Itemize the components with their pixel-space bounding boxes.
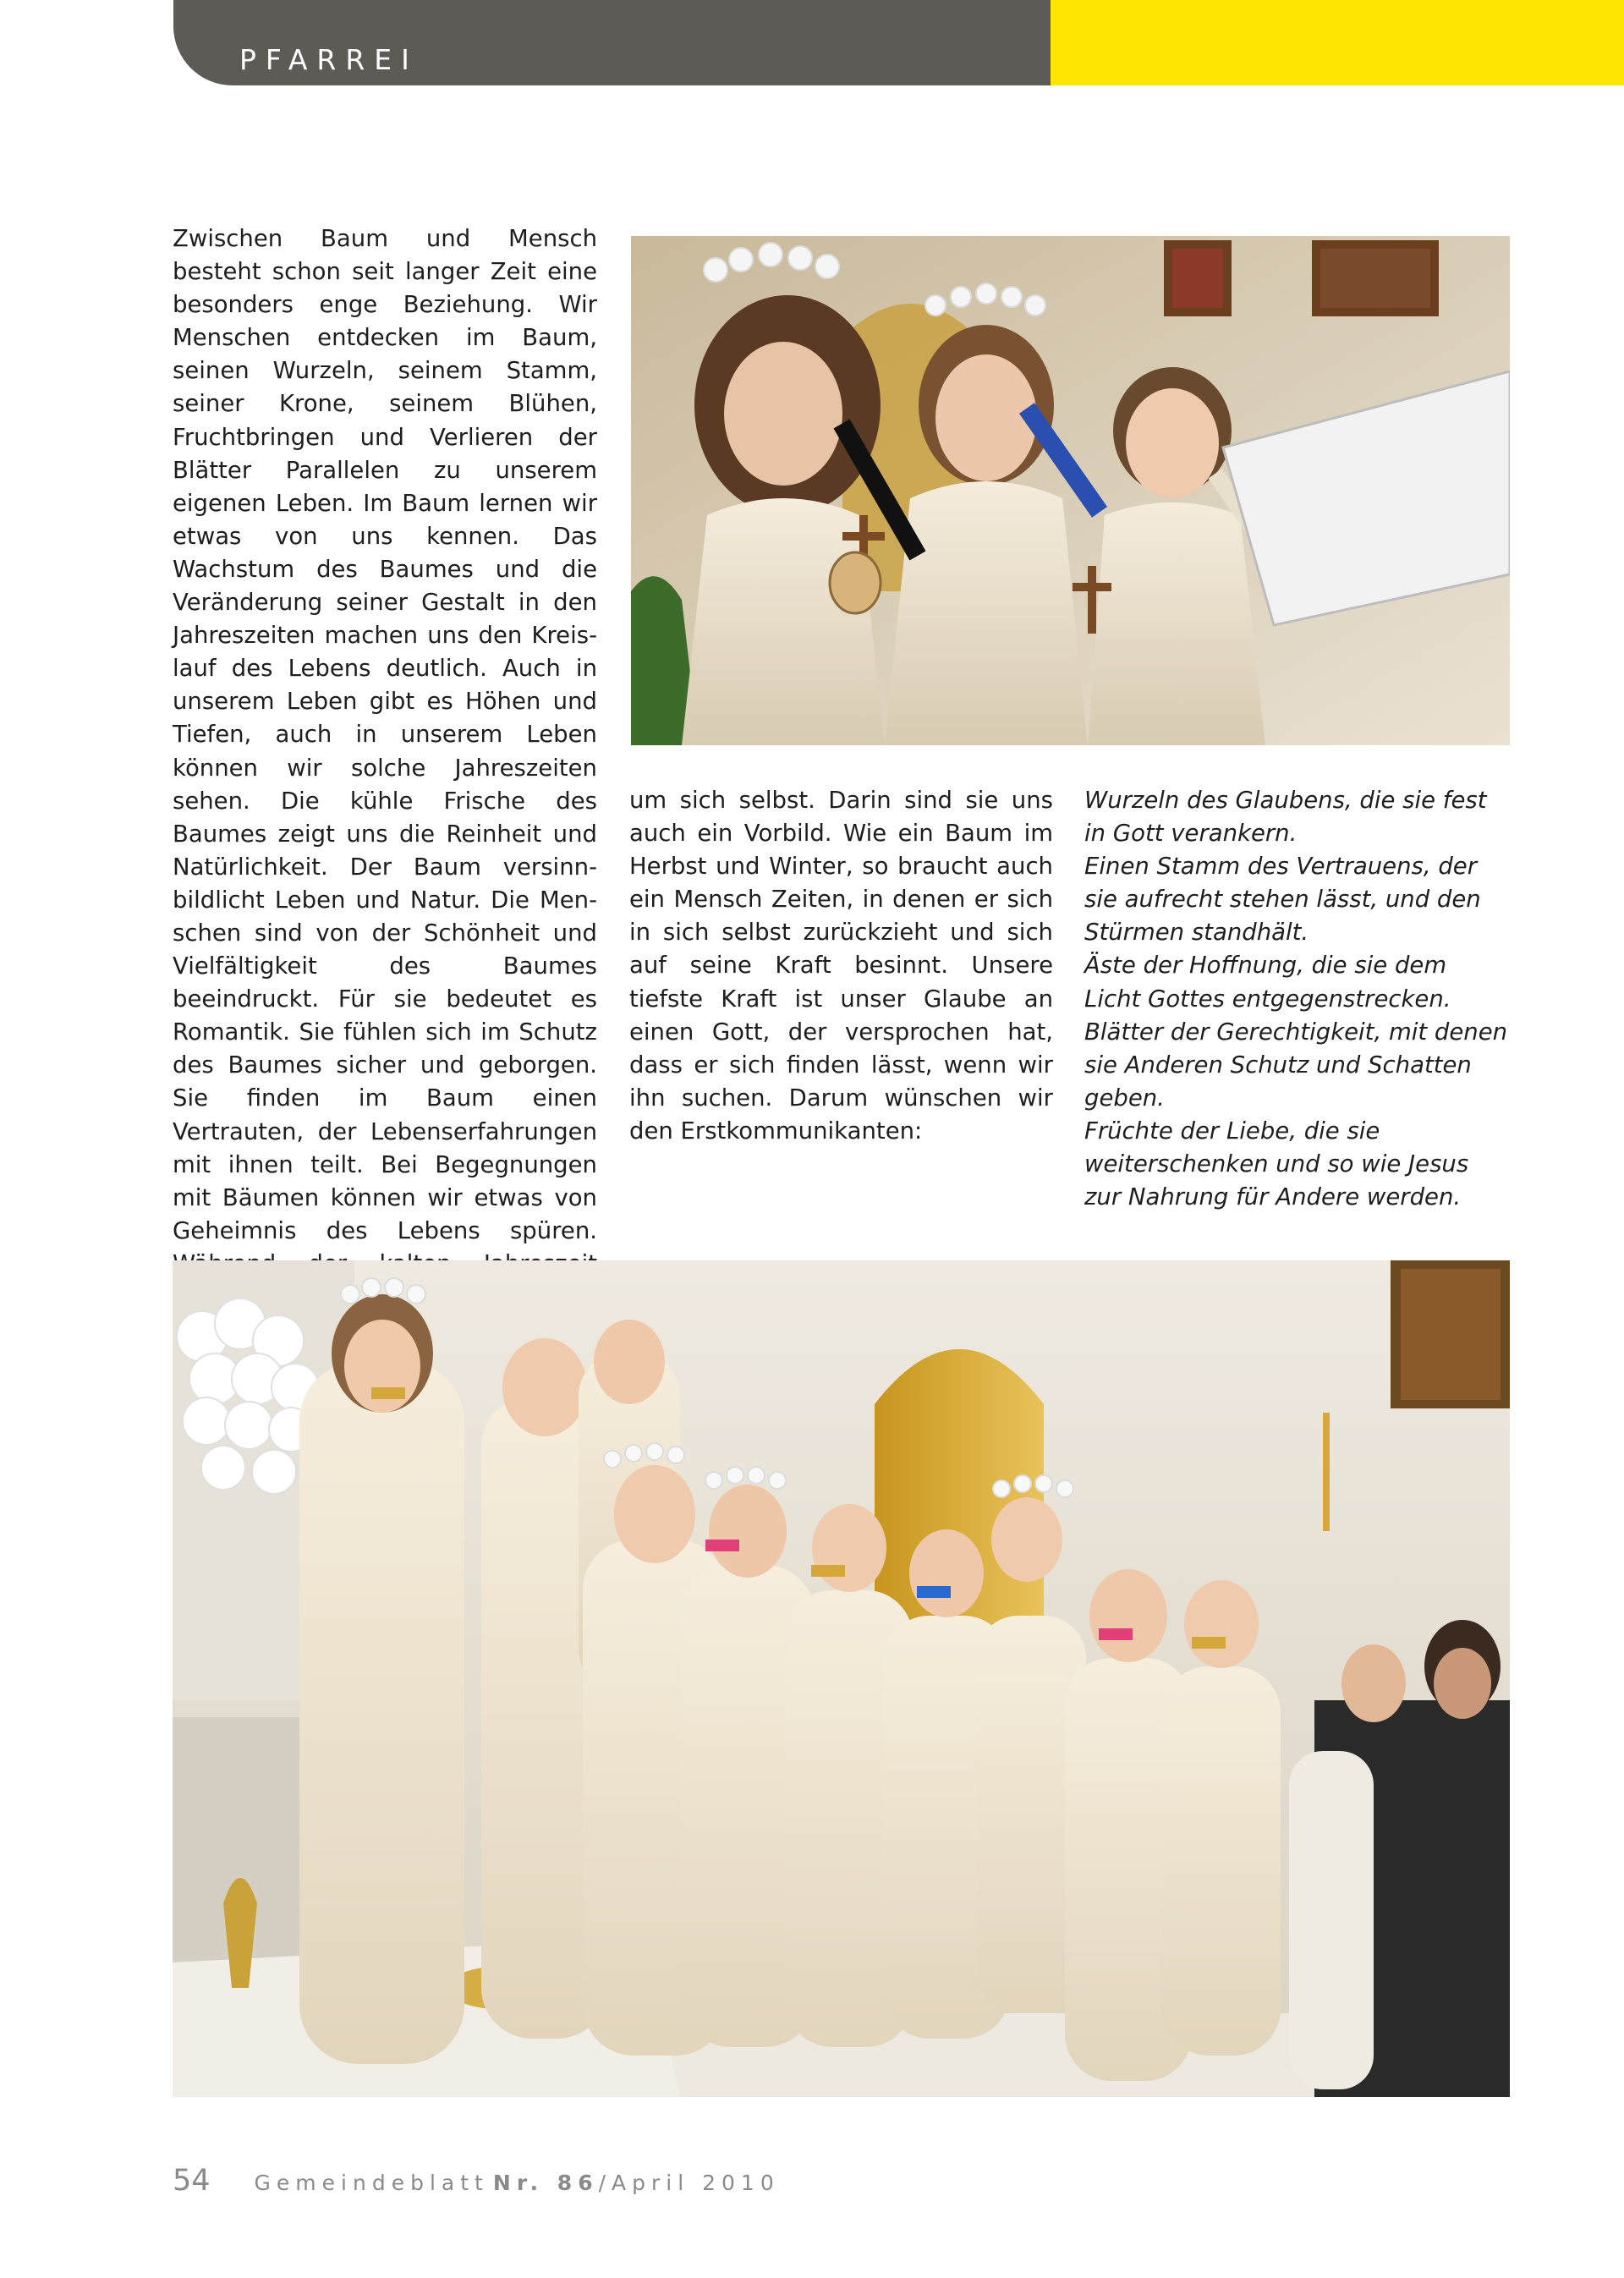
wish-trunk: Einen Stamm des Vertrauens, der sie aufrecht stehen lässt, und den Stürmen standhält. <box>1084 853 1481 947</box>
issue-date: /April 2010 <box>598 2171 780 2195</box>
article-text-2: um sich selbst. Darin sind sie uns auch ein Vorbild. Wie ein Baum im Herbst und Winter, so braucht auch ein Mensch Zeiten, in denen er sich in sich selbst zurückzieht und sich auf seine Kraft besinnt. Unsere tiefste Kraft ist unser Glaube an einen Gott, der versprochen hat, dass er sich finden lässt, wenn wir ihn suchen. Darum wünschen wir den Erstkommunikanten: <box>629 787 1053 1144</box>
publication-name: Gemeindeblatt <box>254 2171 489 2195</box>
wish-leaves: Blätter der Gerechtigkeit, mit denen sie Anderen Schutz und Schatten geben. <box>1084 1018 1508 1112</box>
page-number: 54 <box>173 2164 211 2198</box>
header-accent <box>1051 0 1624 85</box>
issue-number: Nr. 86 <box>492 2171 599 2195</box>
wishes-column <box>1084 784 1509 1214</box>
wish-branches: Äste der Hoffnung, die sie dem Licht Gottes entgegenstrecken. <box>1084 952 1451 1013</box>
wish-roots: Wurzeln des Glaubens, die sie fest in Gott verankern. <box>1084 787 1487 848</box>
article-column-1 <box>173 222 597 1380</box>
section-title: PFARREI <box>239 43 419 76</box>
article-column-2 <box>629 784 1053 1148</box>
wish-fruits: Früchte der Liebe, die sie weiterschenken und so wie Jesus zur Nahrung für Andere werden. <box>1084 1117 1469 1211</box>
photo-children-playing-recorders <box>631 236 1510 745</box>
article-text-1: Zwischen Baum und Mensch besteht schon seit langer Zeit eine besonders enge Beziehung. Wir Menschen entdecken im Baum, seinen Wurzeln, seinem Stamm, seiner Krone, seinem Blühen, Fruchtbringen und Verlieren der Blätter Parallelen zu unserem eigenen Leben. Im Baum lernen wir etwas von uns kennen. Das Wachstum des Baumes und die Veränderung seiner Gestalt in den Jahreszeiten machen uns den Kreislauf des Lebens deutlich. Auch in unserem Leben gibt es Höhen und Tiefen, auch in unserem Leben können wir solche Jahreszeiten sehen. Die kühle Frische des Baumes zeigt uns die Reinheit und Natürlichkeit. Der Baum versinnbildlicht Leben und Natur. Die Menschen sind von der Schönheit und Vielfältigkeit des Baumes beeindruckt. Für sie bedeutet es Romantik. Sie fühlen sich im Schutz des Baumes sicher und geborgen. Sie finden im Baum einen Vertrauten, der Lebenserfahrungen mit ihnen teilt. Bei Begegnungen mit Bäumen können wir etwas von Geheimnis des Lebens spüren. <box>173 225 597 1244</box>
photo-children-playing-harmonicas <box>173 1260 1510 2097</box>
page-footer <box>173 2164 780 2198</box>
